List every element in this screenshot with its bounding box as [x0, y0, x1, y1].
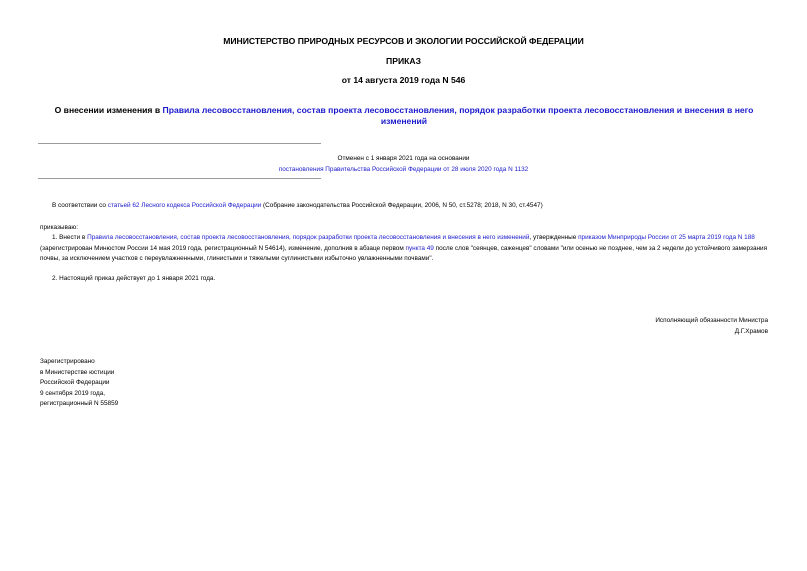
- registration-line: регистрационный N 55859: [40, 400, 119, 407]
- orders-word: приказываю:: [40, 224, 78, 231]
- item1-suffix: после слов "сеянцев, саженцев" словами "или осенью не позднее, чем за 2 недели до устойчивого замерзания почвы, за исключением участков с переувлажненными, глинистыми и тяжелыми суглинистыми избыточно увлажненными почвами".: [40, 244, 768, 262]
- ministry-title: МИНИСТЕРСТВО ПРИРОДНЫХ РЕСУРСОВ И ЭКОЛОГИИ РОССИЙСКОЙ ФЕДЕРАЦИИ: [223, 36, 584, 46]
- paragraph-item-1: [40, 233, 768, 265]
- paragraph-item-2: 2. Настоящий приказ действует до 1 января 2021 года.: [52, 275, 216, 282]
- signature-block: [500, 316, 768, 337]
- forest-code-link[interactable]: статьей 62 Лесного кодекса Российской Федерации: [107, 202, 262, 209]
- item1-mid2: (зарегистрирован Минюстом России 14 мая 2019 года, регистрационный N 54614), изменение, дополнив в абзаце первом: [40, 244, 406, 252]
- registration-line: Российской Федерации: [40, 379, 110, 386]
- signature-name: Д.Г.Храмов: [734, 327, 768, 335]
- registration-line: Зарегистрировано: [40, 358, 95, 365]
- order-188-link[interactable]: приказом Минприроды России от 25 марта 2019 года N 188: [578, 234, 755, 241]
- subject-prefix: О внесении изменения в: [54, 105, 163, 115]
- paragraph-basis-suffix: (Собрание законодательства Российской Федерации, 2006, N 50, ст.5278; 2018, N 30, ст.4547): [261, 202, 543, 209]
- registration-line: 9 сентября 2019 года,: [40, 389, 106, 397]
- item1-mid1: , утвержденные: [529, 234, 579, 241]
- subject-link[interactable]: Правила лесовосстановления, состав проекта лесовосстановления, порядок разработки проекта лесовосстановления и внесения в него изменений: [162, 105, 754, 126]
- divider-bottom: [38, 178, 321, 179]
- divider-top: [38, 143, 321, 144]
- repeal-notice-text: Отменен с 1 января 2021 года на основании: [337, 155, 470, 162]
- registration-block: [40, 357, 118, 410]
- paragraph-basis: [52, 201, 768, 212]
- repeal-notice-link[interactable]: постановления Правительства Российской Федерации от 28 июля 2020 года N 1132: [278, 165, 529, 173]
- clause-49-link[interactable]: пункта 49: [405, 244, 434, 252]
- document-date: от 14 августа 2019 года N 546: [341, 75, 466, 85]
- item1-prefix: 1. Внести в: [52, 234, 88, 241]
- repeal-notice: [0, 154, 807, 175]
- document-type: ПРИКАЗ: [386, 56, 421, 66]
- registration-line: в Министерстве юстиции: [40, 368, 115, 376]
- paragraph-basis-prefix: В соответствии со: [52, 202, 108, 209]
- rules-link[interactable]: Правила лесовосстановления, состав проекта лесовосстановления, порядок разработки проекта лесовосстановления и внесения в него изменений: [87, 234, 530, 241]
- document-subject: [40, 105, 768, 127]
- signature-position: Исполняющий обязанности Министра: [655, 317, 768, 324]
